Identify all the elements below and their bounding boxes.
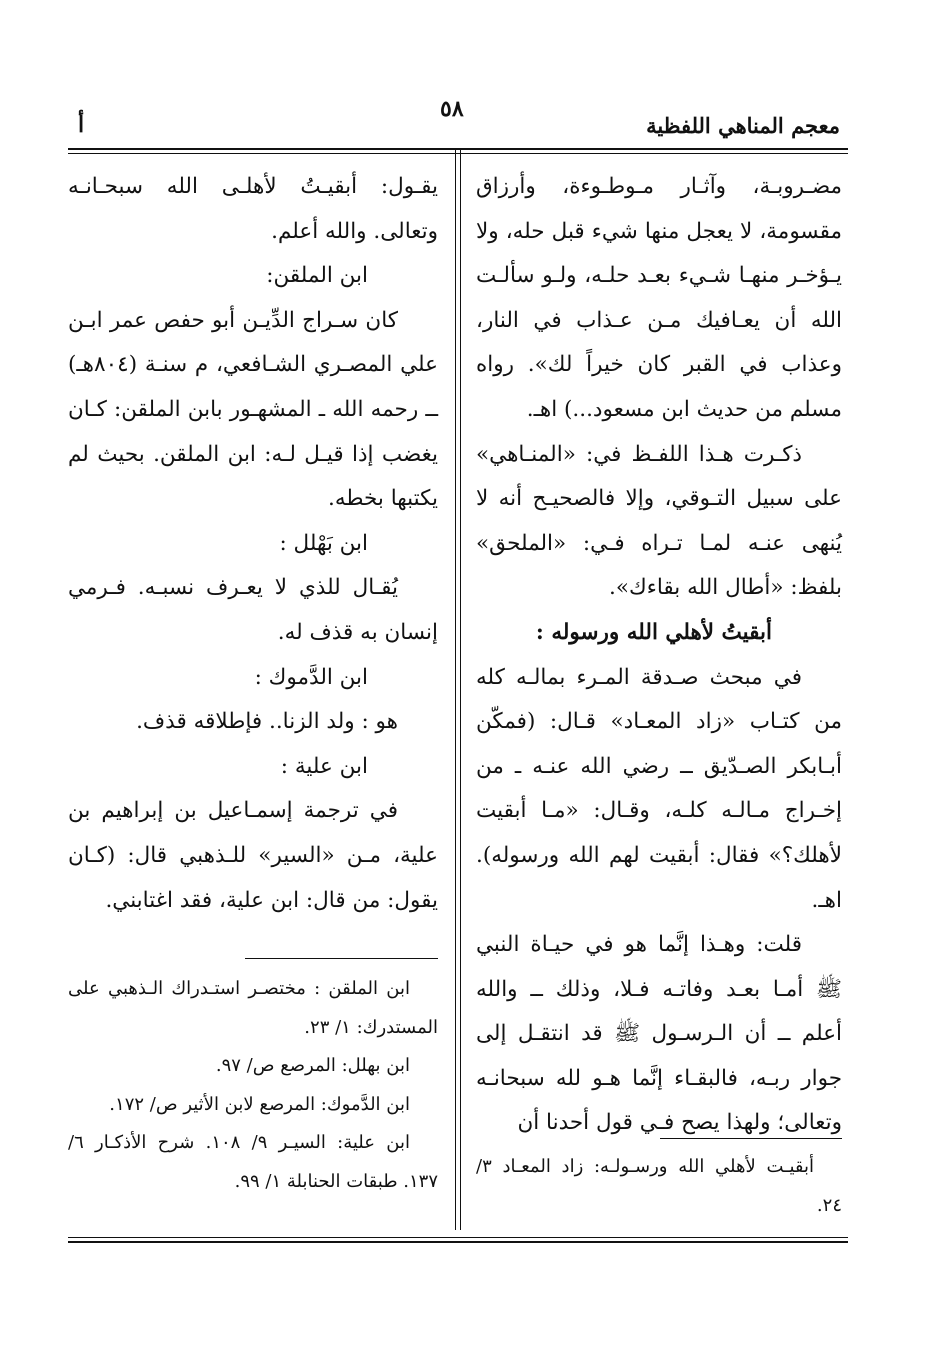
header-rule-top: [68, 148, 848, 150]
right-paragraph-1: مضـروبـة، وآثـار مـوطـوءة، وأرزاق مقسومة، لا يعجل منها شيء قبل حله، ولا يـؤخـر منهـا شـيء بعـد حلـه، ولـو سألـت الله أن يعـافيك مـن عـذاب في النار، وعذاب في القبر كان خيراً لك». رواه مسلم من حديث ابن مسعود...) اهـ.: [476, 174, 842, 422]
entry-heading: ابن الملقن:: [266, 263, 368, 289]
left-footnotes: [68, 970, 438, 1201]
right-paragraph-4: قلت: وهـذا إنَّما هو في حيـاة النبي ﷺ أمـا بعـد وفاتـه فـلا، وذلك ــ والله أعلم ــ أن الـرسـول ﷺ قد انتقـل إلى جوار ربـه، فالبقـاء إنَّما هـو لله سبحانـه وتعالى؛ ولهذا يصح فـي قول أحدنا أن: [476, 932, 842, 1136]
entry-heading: ابن علية :: [280, 753, 368, 779]
left-paragraph-2: كان سـراج الدِّيـن أبو حفص عمر ابـن علي المصـري الشـافعي، م سنـة (٨٠٤هـ) ــ رحمه الله ـ المشهـور بابن الملقن: كـان يغضب إذا قيـل لـه: ابن الملقن. بحيث لم يكتبها بخطه.: [68, 307, 438, 512]
footer-rule-top: [68, 1237, 848, 1238]
right-footnote-rule: [660, 1138, 842, 1139]
entry-heading: ابن الدَّموك :: [254, 664, 368, 690]
footer-rule-bottom: [68, 1241, 848, 1243]
entry-heading: ابن بَهْلل :: [279, 530, 368, 556]
right-column: [476, 165, 842, 1146]
right-paragraph-2: ذكـرت هـذا اللفـظ في: «المنـاهي» على سبيل التـوقي، وإلا فالصحيـح أنه لا يُنهى عنـه لمـا تـراه فـي: «الملحق» بلفظ: «أطال الله بقاءك».: [476, 441, 842, 601]
left-footnote-1: ابن الملقن : مختصـر استـدراك الـذهبي على المستدرك: ١/ ٢٣.: [68, 978, 438, 1038]
right-footnote: أبقيـت لأهلي الله ورسـولـه: زاد المعـاد ٣/ ٢٤.: [476, 1156, 842, 1216]
left-footnote-3: ابن الدَّموك: المرصع لابن الأثير ص/ ١٧٢.: [109, 1093, 410, 1115]
entry-heading: أبقيتُ لأهلي الله ورسوله :: [535, 619, 772, 645]
column-divider-right: [460, 150, 461, 1230]
left-footnote-rule: [245, 958, 438, 959]
page-number: ٥٨: [440, 96, 464, 122]
column-divider-left: [455, 150, 456, 1230]
left-footnote-4: ابن علية: السيـر ٩/ ١٠٨. شرح الأذكـار ٦/ ١٣٧. طبقات الحنابلة ١/ ٩٩.: [68, 1132, 438, 1192]
running-header-title: معجم المناهي اللفظية: [646, 113, 840, 138]
left-paragraph-5: في ترجمة إسمـاعيل بن إبراهيم بن علية، مـن «السير» للـذهبي قال: (كـان يقول: من قال: ابن علية، فقد اغتابني.: [68, 798, 438, 913]
left-paragraph-1: يقـول: أبقيـتُ لأهلـى الله سبحـانـه وتعالى. والله أعلم.: [68, 174, 438, 244]
header-rule-bottom: [68, 153, 848, 154]
left-column: [68, 165, 438, 923]
section-letter: أ: [78, 112, 85, 138]
right-footnotes: [476, 1148, 842, 1225]
left-footnote-2: ابن بهلل: المرصع ص/ ٩٧.: [215, 1055, 410, 1076]
right-paragraph-3: في مبحث صـدقة المـرء بمالـه كله من كتـاب «زاد المعـاد» قـال: (فمكّن أبـابكر الصـدّيق ــ رضي الله عنـه ـ من إخـراج مـالـه كلـه، وقـال: «مـا أبقيت لأهلك؟» فقال: أبقيت لهم الله ورسوله). اهـ.: [476, 664, 842, 913]
left-paragraph-4: هو : ولد الزنا.. فإطلاقه قذف.: [136, 709, 398, 735]
left-paragraph-3: يُقـال للذي لا يعـرف نسبـه. فـرمي إنسان به قذف له.: [68, 575, 438, 645]
